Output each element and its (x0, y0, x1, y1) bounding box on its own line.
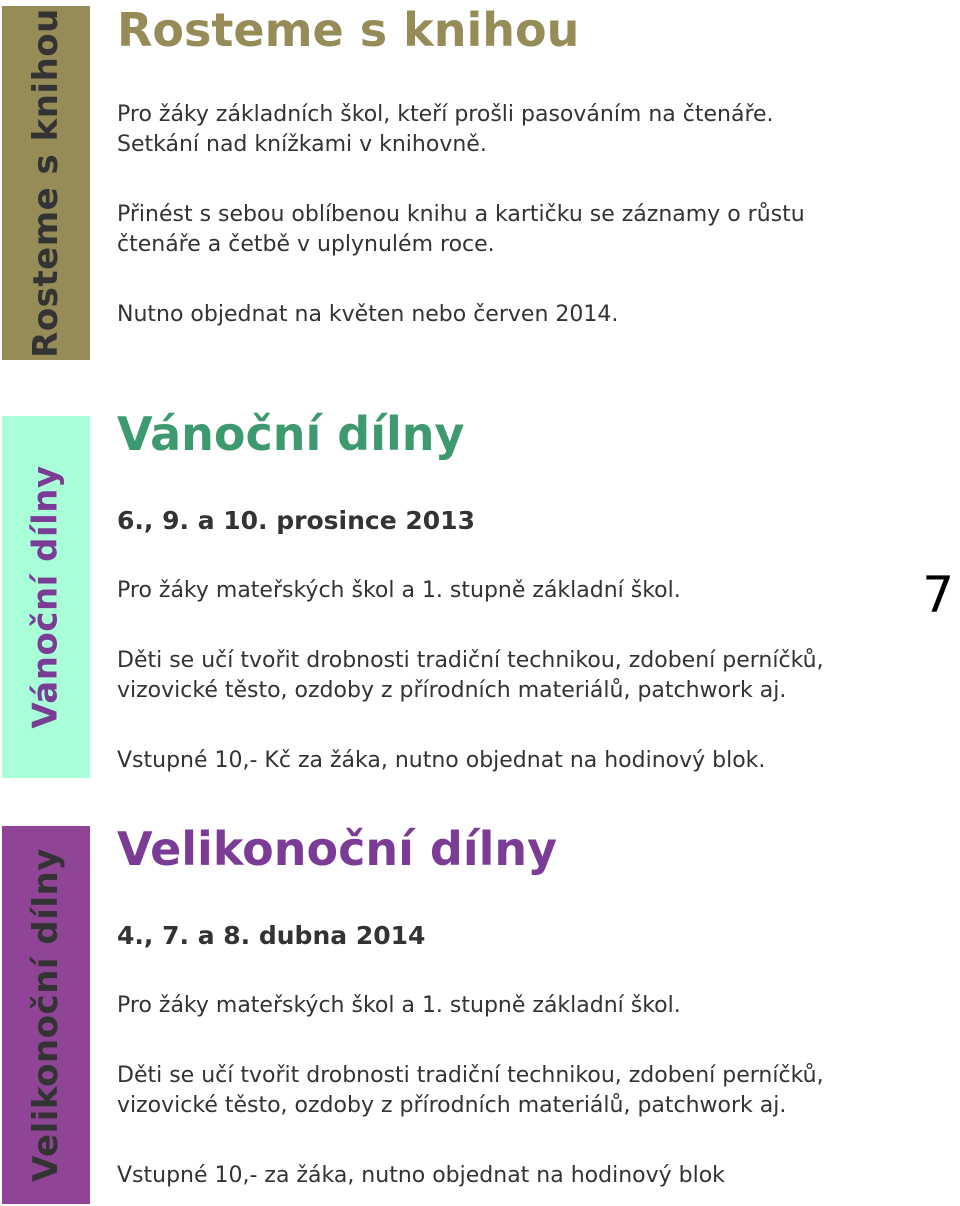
paragraph (117, 991, 900, 1021)
paragraph (117, 646, 900, 706)
paragraph (117, 200, 900, 260)
text-line: Děti se učí tvořit drobnosti tradiční technikou, zdobení perníčků, (117, 1063, 824, 1088)
text-line: Setkání nad knížkami v knihovně. (117, 132, 487, 157)
side-tab-vanocni (2, 416, 90, 778)
text-line: čtenáře a četbě v uplynulém roce. (117, 232, 495, 257)
page-number: 7 (922, 566, 954, 624)
paragraph (117, 1161, 900, 1191)
section-title: Rosteme s knihou (117, 3, 580, 57)
text-line: Vstupné 10,- Kč za žáka, nutno objednat na hodinový blok. (117, 748, 766, 773)
paragraph (117, 576, 900, 606)
side-tab-label: Velikonoční dílny (26, 848, 66, 1182)
paragraph (117, 300, 900, 330)
section-velikonocni-dilny (117, 823, 900, 1191)
event-date: 4., 7. a 8. dubna 2014 (117, 921, 426, 950)
text-line: Pro žáky mateřských škol a 1. stupně základní škol. (117, 993, 681, 1018)
text-line: Pro žáky mateřských škol a 1. stupně základní škol. (117, 578, 681, 603)
section-rosteme-s-knihou (117, 4, 900, 330)
section-title: Vánoční dílny (117, 407, 465, 461)
text-line: Děti se učí tvořit drobnosti tradiční technikou, zdobení perníčků, (117, 648, 824, 673)
side-tab-velikonocni (2, 826, 90, 1204)
paragraph (117, 746, 900, 776)
text-line: Nutno objednat na květen nebo červen 2014. (117, 302, 619, 327)
text-line: Přinést s sebou oblíbenou knihu a kartičku se záznamy o růstu (117, 202, 805, 227)
side-tab-label: Vánoční dílny (26, 465, 67, 729)
section-vanocni-dilny (117, 408, 900, 776)
side-tab-rosteme (2, 6, 90, 360)
text-line: vizovické těsto, ozdoby z přírodních materiálů, patchwork aj. (117, 1093, 787, 1118)
paragraph (117, 1061, 900, 1121)
text-line: Vstupné 10,- za žáka, nutno objednat na hodinový blok (117, 1163, 725, 1188)
paragraph (117, 100, 900, 160)
side-tab-label: Rosteme s knihou (26, 8, 67, 358)
section-title: Velikonoční dílny (117, 822, 558, 876)
event-date: 6., 9. a 10. prosince 2013 (117, 506, 475, 535)
text-line: Pro žáky základních škol, kteří prošli pasováním na čtenáře. (117, 102, 774, 127)
text-line: vizovické těsto, ozdoby z přírodních materiálů, patchwork aj. (117, 678, 787, 703)
